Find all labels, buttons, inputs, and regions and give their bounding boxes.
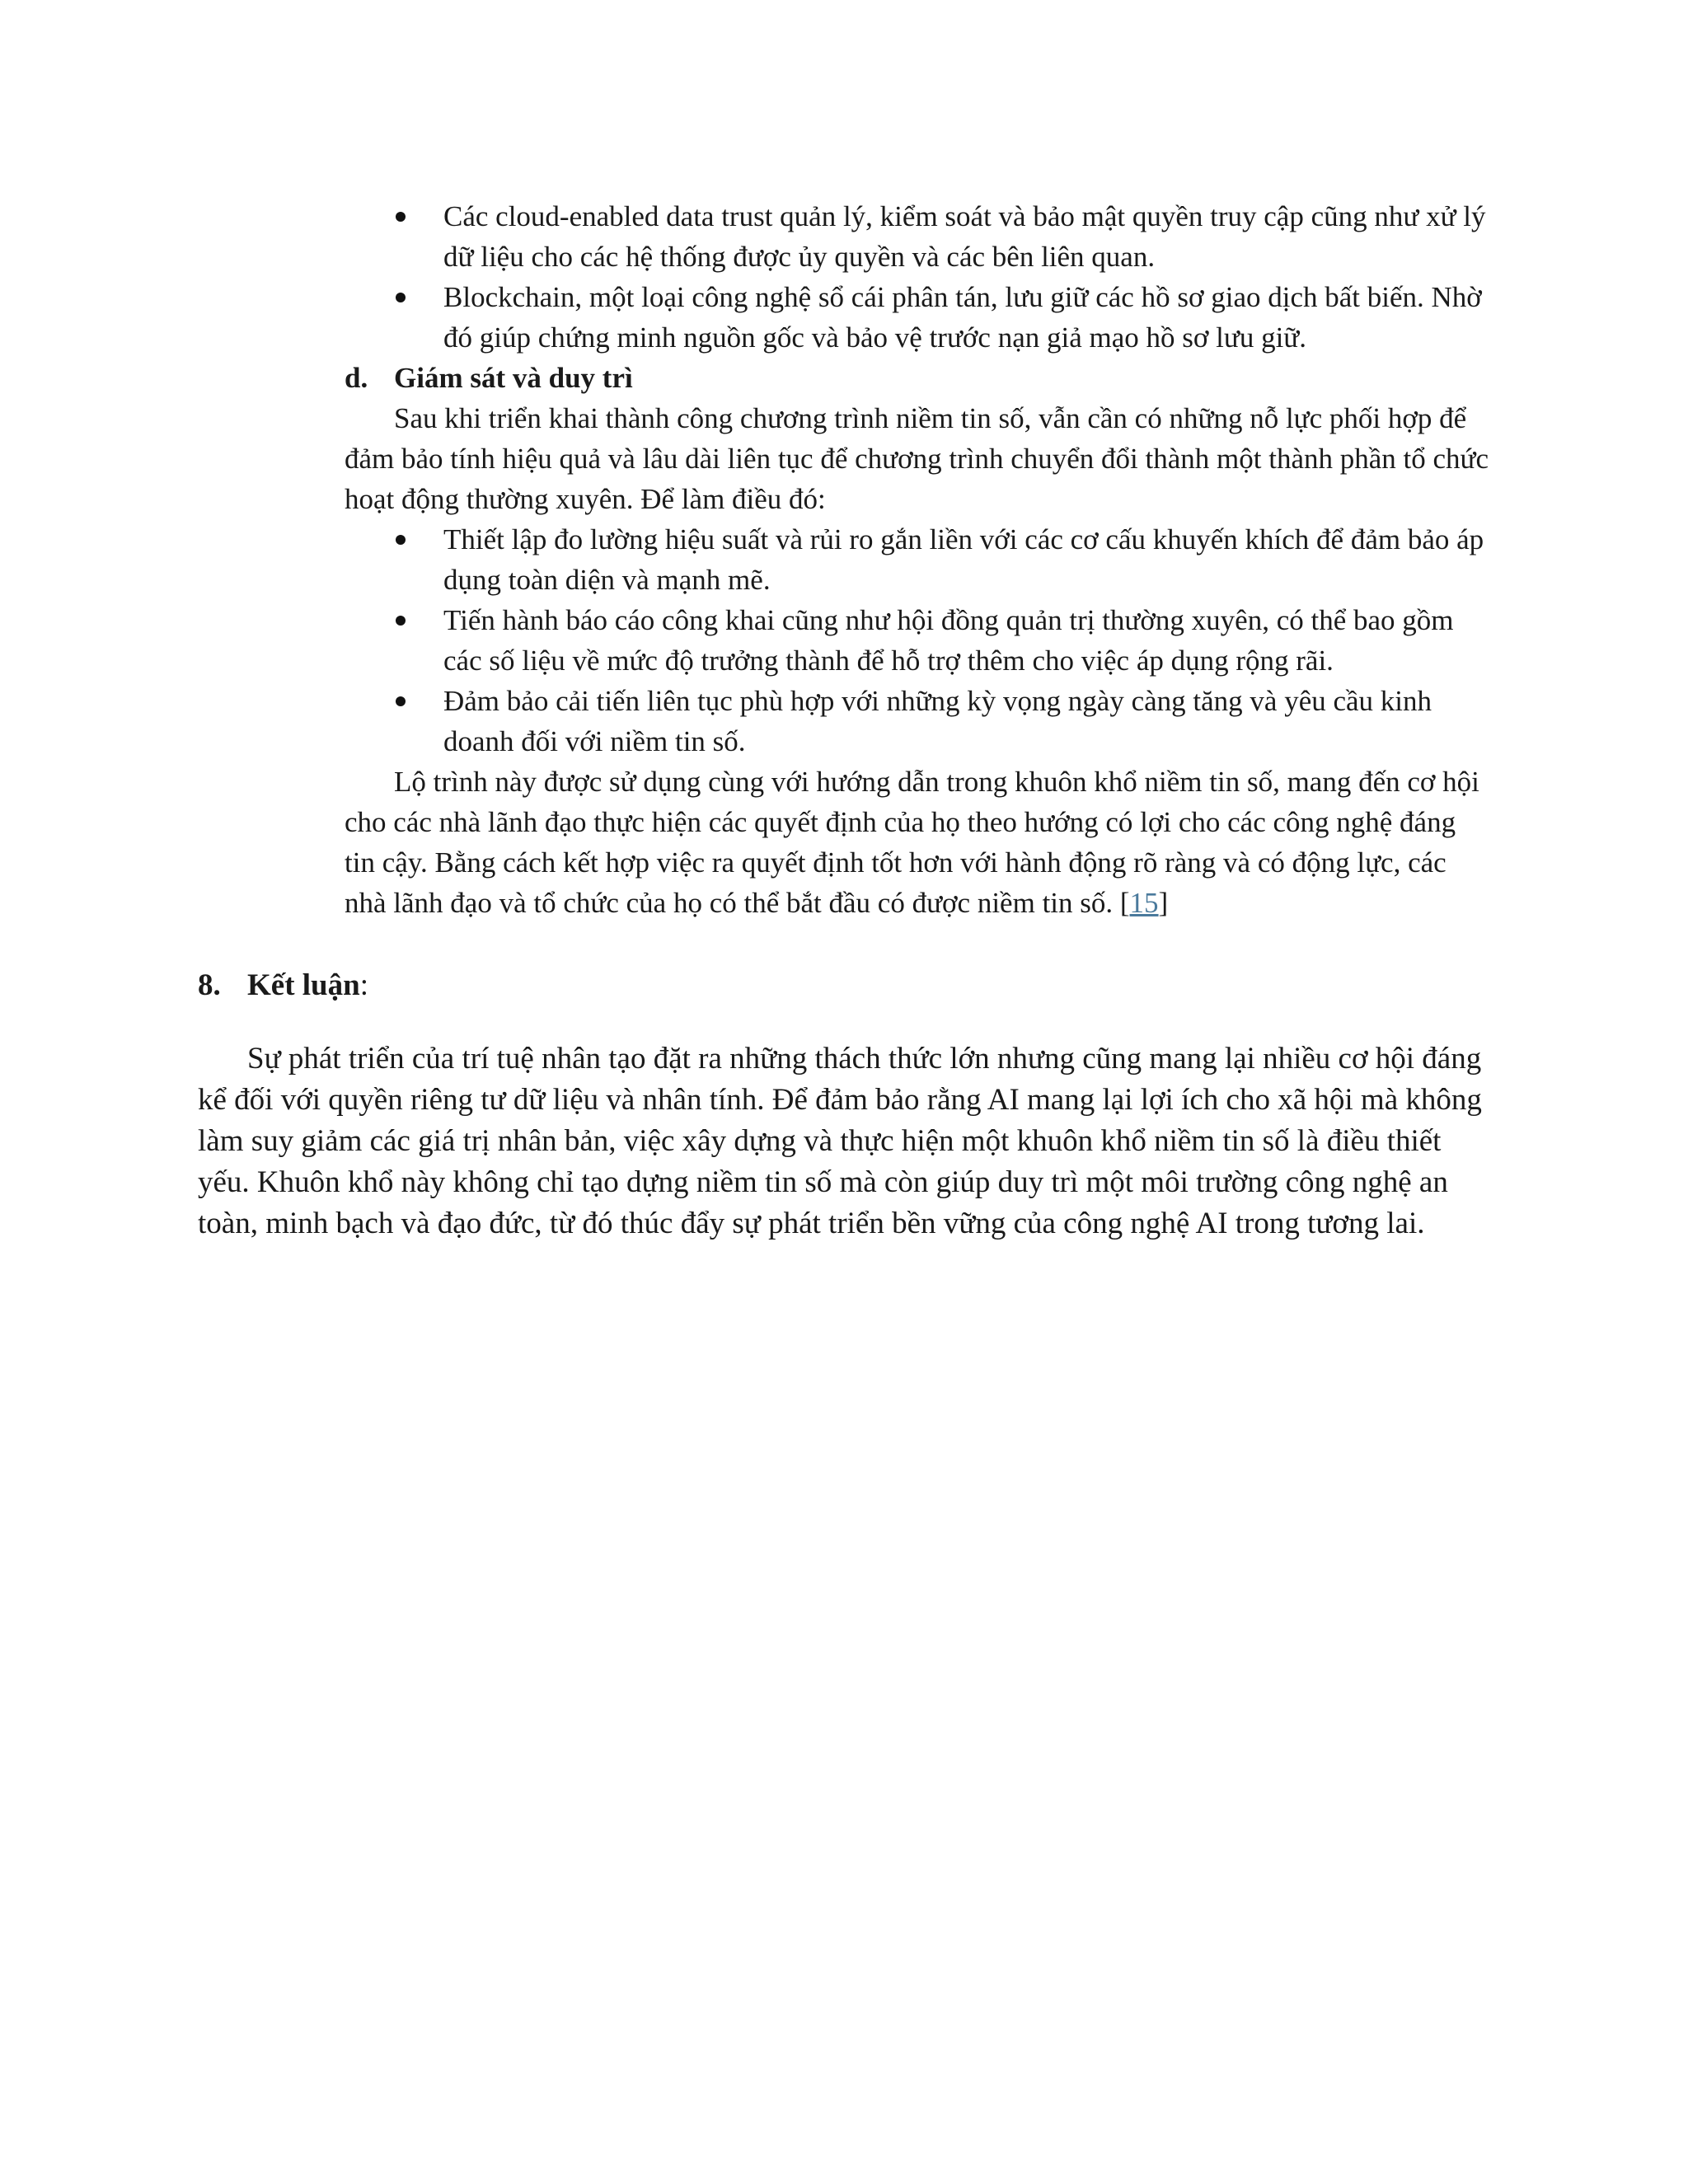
list-item	[345, 600, 1490, 681]
section-heading	[198, 964, 1492, 1007]
citation-link[interactable]: 15	[1129, 887, 1159, 919]
closing-paragraph	[345, 762, 1490, 923]
list-item-text: Tiến hành báo cáo công khai cũng như hội đồng quản trị thường xuyên, có thể bao gồm các số liệu về mức độ trưởng thành để hỗ trợ thêm cho việc áp dụng rộng rãi.	[443, 604, 1454, 677]
list-item	[345, 681, 1490, 762]
conclusion-section	[198, 964, 1492, 1244]
citation-close: ]	[1158, 887, 1169, 919]
subsection-title: Giám sát và duy trì	[394, 362, 633, 394]
subsection-heading	[345, 358, 1490, 398]
list-item	[345, 277, 1490, 358]
upper-indented-block	[345, 196, 1490, 923]
subsection-marker: d.	[345, 362, 368, 394]
bullet-icon	[396, 293, 406, 302]
list-item	[345, 519, 1490, 600]
list-item-text: Thiết lập đo lường hiệu suất và rủi ro gắn liền với các cơ cấu khuyến khích để đảm bảo áp dụng toàn diện và mạnh mẽ.	[443, 523, 1484, 596]
list-item	[345, 196, 1490, 277]
conclusion-paragraph: Sự phát triển của trí tuệ nhân tạo đặt ra những thách thức lớn nhưng cũng mang lại nhiều cơ hội đáng kể đối với quyền riêng tư dữ liệu và nhân tính. Để đảm bảo rằng AI mang lại lợi ích cho xã hội mà không làm suy giảm các giá trị nhân bản, việc xây dựng và thực hiện một khuôn khổ niềm tin số là điều thiết yếu. Khuôn khổ này không chỉ tạo dựng niềm tin số mà còn giúp duy trì một môi trường công nghệ an toàn, minh bạch và đạo đức, từ đó thúc đẩy sự phát triển bền vững của công nghệ AI trong tương lai.	[198, 1042, 1482, 1240]
subsection-intro-paragraph: Sau khi triển khai thành công chương trình niềm tin số, vẫn cần có những nỗ lực phối hợp để đảm bảo tính hiệu quả và lâu dài liên tục để chương trình chuyển đổi thành một thành phần tổ chức hoạt động thường xuyên. Để làm điều đó:	[345, 402, 1489, 515]
bullet-icon	[396, 616, 406, 626]
citation-open: [	[1113, 887, 1130, 919]
section-title: Kết luận	[247, 968, 360, 1002]
closing-paragraph-text: Lộ trình này được sử dụng cùng với hướng dẫn trong khuôn khổ niềm tin số, mang đến cơ hội cho các nhà lãnh đạo thực hiện các quyết định của họ theo hướng có lợi cho các công nghệ đáng tin cậy. Bằng cách kết hợp việc ra quyết định tốt hơn với hành động rõ ràng và có động lực, các nhà lãnh đạo và tổ chức của họ có thể bắt đầu có được niềm tin số.	[345, 766, 1479, 919]
list-item-text: Các cloud-enabled data trust quản lý, kiểm soát và bảo mật quyền truy cập cũng như xử lý dữ liệu cho các hệ thống được ủy quyền và các bên liên quan.	[443, 200, 1486, 273]
bullet-icon	[396, 212, 406, 222]
section-d-bullet-list	[345, 519, 1490, 762]
list-item-text: Đảm bảo cải tiến liên tục phù hợp với những kỳ vọng ngày càng tăng và yêu cầu kinh doanh đối với niềm tin số.	[443, 685, 1432, 757]
section-c-bullet-list	[345, 196, 1490, 358]
list-item-text: Blockchain, một loại công nghệ sổ cái phân tán, lưu giữ các hồ sơ giao dịch bất biến. Nhờ đó giúp chứng minh nguồn gốc và bảo vệ trước nạn giả mạo hồ sơ lưu giữ.	[443, 281, 1482, 354]
section-title-colon: :	[359, 968, 368, 1002]
bullet-icon	[396, 696, 406, 706]
bullet-icon	[396, 535, 406, 545]
section-number: 8.	[198, 968, 221, 1002]
